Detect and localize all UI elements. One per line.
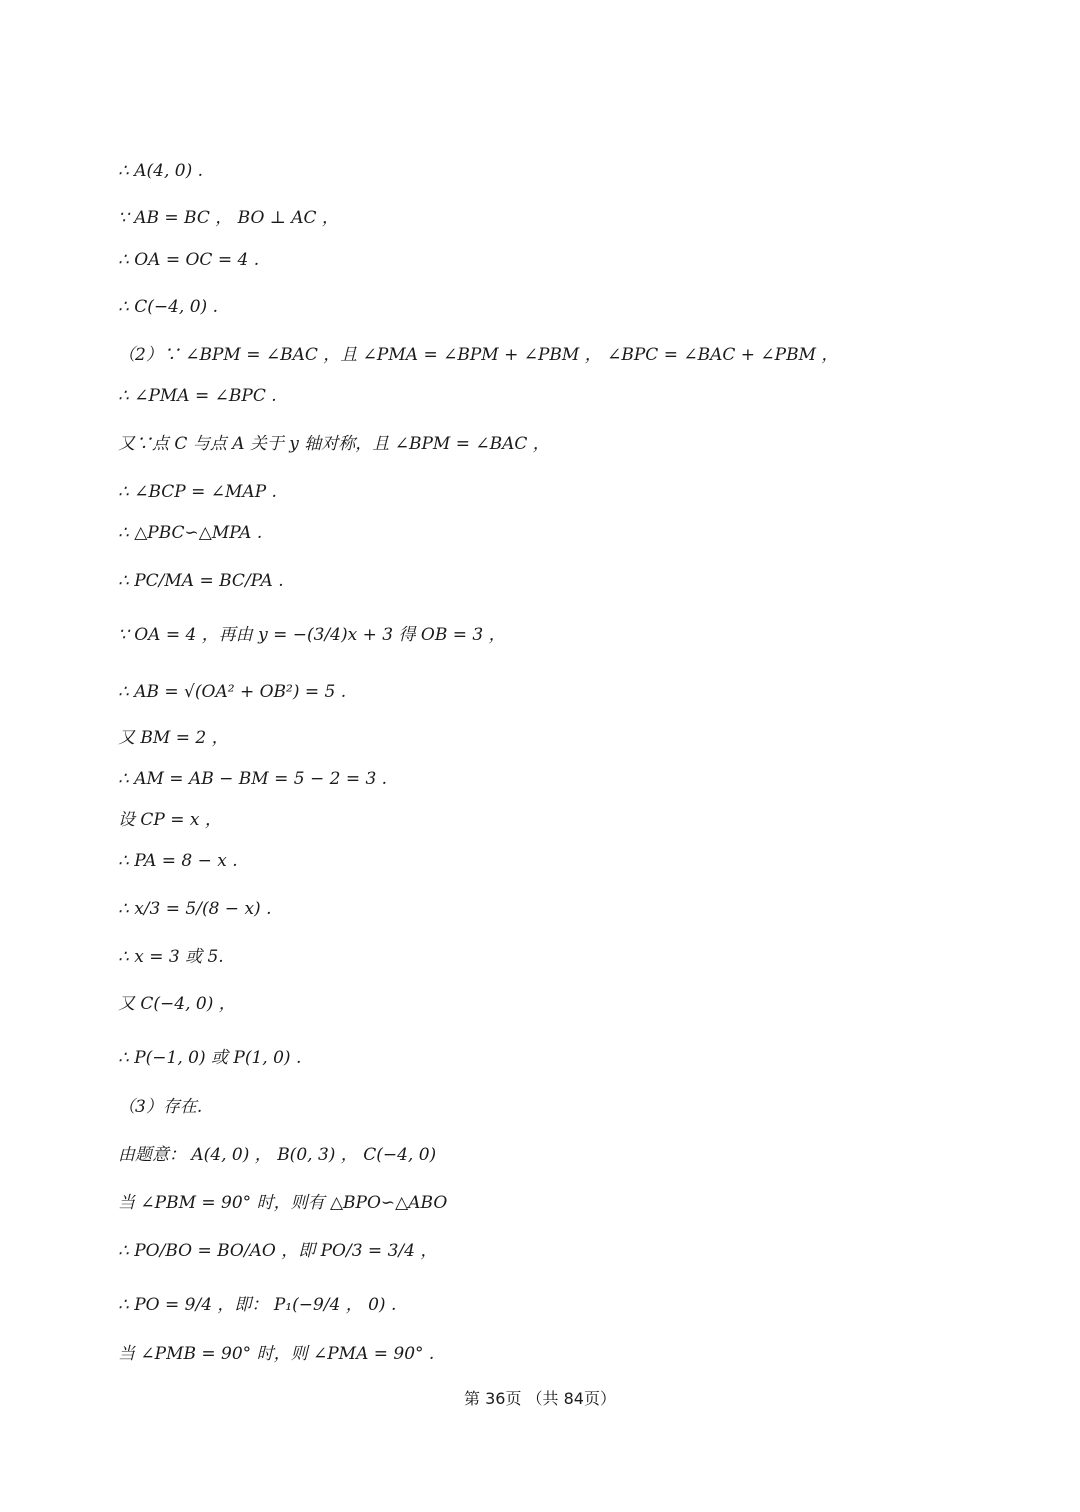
solution-line: ∴ AM = AB − BM = 5 − 2 = 3 .: [118, 769, 388, 789]
solution-line: 当 ∠PMB = 90° 时，则 ∠PMA = 90° .: [118, 1344, 435, 1364]
solution-line: ∴ AB = √(OA² + OB²) = 5 .: [118, 682, 347, 702]
solution-line: 又 C(−4, 0) ，: [118, 994, 236, 1014]
solution-line: ∴ x/3 = 5/(8 − x) .: [118, 899, 272, 919]
solution-line: ∴ PA = 8 − x .: [118, 851, 238, 871]
solution-line: ∵ AB = BC ， BO ⊥ AC ，: [118, 208, 339, 228]
solution-line: ∴ PO = 9/4 ，即： P₁(−9/4 ， 0) .: [118, 1295, 397, 1315]
solution-line: ∴ PO/BO = BO/AO ，即 PO/3 = 3/4 ，: [118, 1241, 438, 1261]
solution-line: 设 CP = x ，: [118, 810, 222, 830]
solution-line: ∴ C(−4, 0) .: [118, 297, 218, 317]
page-footer: 第 36页 （共 84页）: [464, 1389, 616, 1408]
solution-line: （2）∵ ∠BPM = ∠BAC ，且 ∠PMA = ∠BPM + ∠PBM ， ∠BPC = ∠BAC + ∠PBM ，: [118, 345, 839, 365]
solution-line: ∴ △PBC∽△MPA .: [118, 523, 263, 543]
solution-line: ∴ OA = OC = 4 .: [118, 250, 260, 270]
solution-line: 又 BM = 2 ，: [118, 728, 229, 748]
solution-line: 由题意： A(4, 0) ， B(0, 3) ， C(−4, 0): [118, 1145, 437, 1165]
solution-line: ∴ P(−1, 0) 或 P(1, 0) .: [118, 1048, 302, 1068]
solution-line: ∴ A(4, 0) .: [118, 161, 204, 181]
solution-line: ∴ ∠BCP = ∠MAP .: [118, 482, 277, 502]
solution-line: ∴ ∠PMA = ∠BPC .: [118, 386, 277, 406]
solution-line: 当 ∠PBM = 90° 时，则有 △BPO∽△ABO: [118, 1193, 448, 1213]
solution-line: 又∵点 C 与点 A 关于 y 轴对称，且 ∠BPM = ∠BAC ，: [118, 434, 550, 454]
solution-line: ∴ x = 3 或 5.: [118, 947, 224, 967]
solution-line: ∴ PC/MA = BC/PA .: [118, 571, 284, 591]
solution-line: （3）存在.: [118, 1097, 203, 1117]
solution-line: ∵ OA = 4 ，再由 y = −(3/4)x + 3 得 OB = 3 ，: [118, 625, 506, 645]
